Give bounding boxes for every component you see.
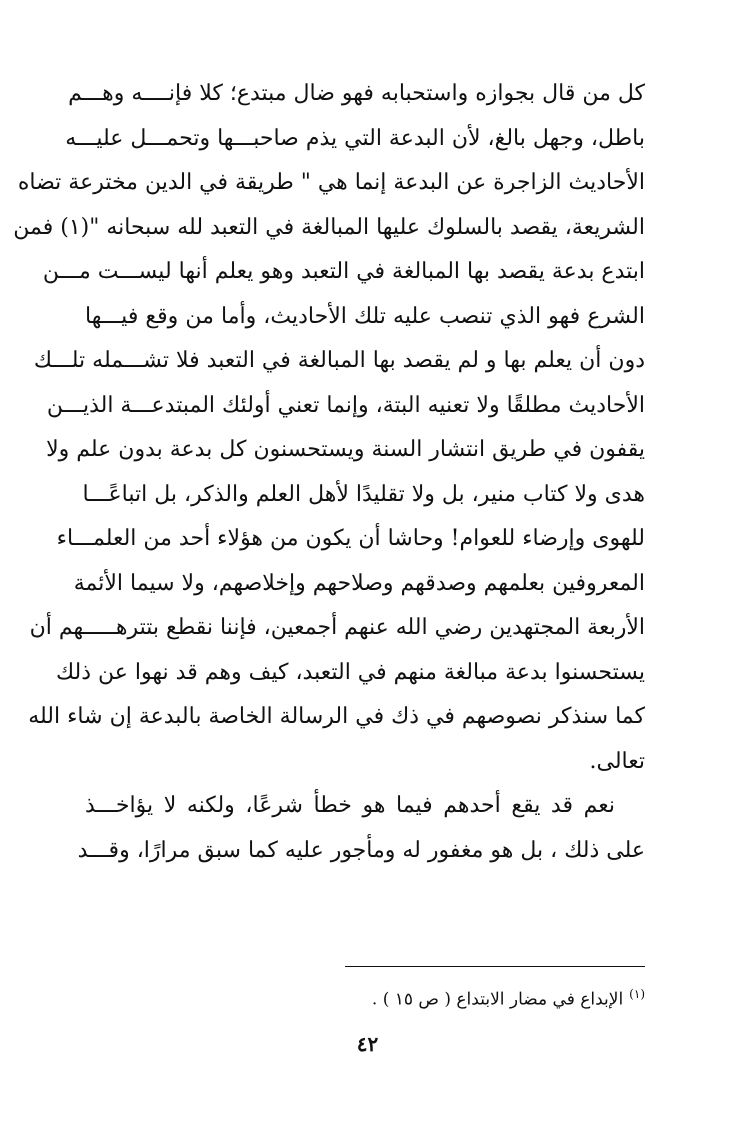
text-line: دون أن يعلم بها و لم يقصد بها المبالغة في التعبد فلا تشـــمله تلـــك [33,348,645,373]
text-line: الأحاديث مطلقًا ولا تعنيه البتة، وإنما تعني أولئك المبتدعـــة الذيـــن [46,392,645,418]
main-text [13,72,645,873]
text-line: كما سنذكر نصوصهم في ذك في الرسالة الخاصة بالبدعة إن شاء الله [28,704,645,729]
text-line: المعروفين بعلمهم وصدقهم وصلاحهم وإخلاصهم، ولا سيما الأئمة [73,570,645,596]
text-line: ابتدع بدعة يقصد بها المبالغة في التعبد وهو يعلم أنها ليســـت مـــن [42,259,645,284]
text-line: نعم قد يقع أحدهم فيما هو خطأ شرعًا، ولكنه لا يؤاخـــذ [85,793,615,818]
text-line: الأحاديث الزاجرة عن البدعة إنما هي " طريقة في الدين مخترعة تضاه [17,170,645,195]
text-line: تعالى. [589,748,645,774]
text-line: يقفون في طريق انتشار السنة ويستحسنون كل بدعة بدون علم ولا [46,437,645,462]
text-line: الشرع فهو الذي تنصب عليه تلك الأحاديث، وأما من وقع فيـــها [85,303,645,329]
text-line: على ذلك ، بل هو مغفور له ومأجور عليه كما سبق مرارًا، وقـــد [77,837,645,863]
footnote-text: الإبداع في مضار الابتداع ( ص ١٥ ) . [371,989,624,1010]
text-line: للهوى وإرضاء للعوام! وحاشا أن يكون من هؤلاء أحد من العلمـــاء [56,526,645,551]
footnote-marker: (١) [629,987,645,1001]
text-line: باطل، وجهل بالغ، لأن البدعة التي يذم صاحبـــها وتحمـــل عليـــه [65,125,645,151]
page-number: ٤٢ [356,1032,379,1056]
footnote-divider [345,966,645,967]
text-line: يستحسنوا بدعة مبالغة منهم في التعبد، كيف وهم قد نهوا عن ذلك [56,659,645,685]
footnote [372,982,645,1012]
text-line: الشريعة، يقصد بالسلوك عليها المبالغة في التعبد لله سبحانه "(١) فمن [13,214,645,240]
text-line: كل من قال بجوازه واستحبابه فهو ضال مبتدع؛ كلا فإنــــه وهـــم [68,81,645,106]
text-line: هدى ولا كتاب منير، بل ولا تقليدًا لأهل العلم والذكر، بل اتباعًـــا [82,481,645,507]
text-line: الأربعة المجتهدين رضي الله عنهم أجمعين، فإننا نقطع بتترهـــــهم أن [29,615,645,640]
